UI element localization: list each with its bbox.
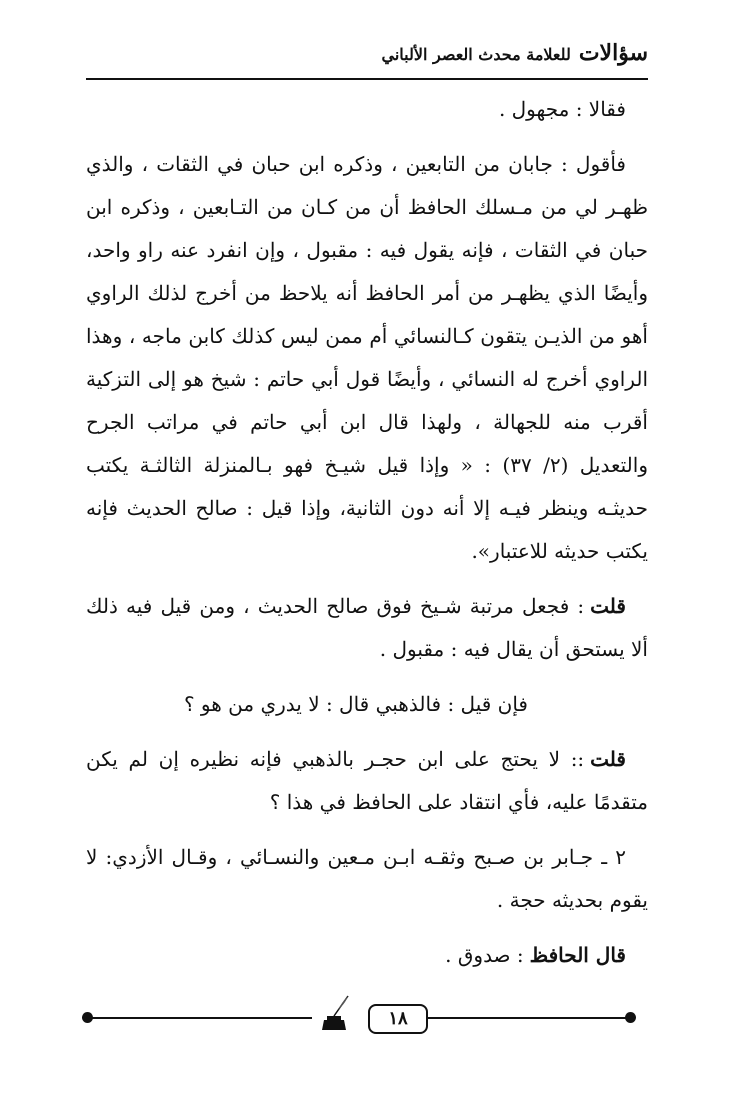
series-title: سؤالات [578, 40, 648, 66]
paragraph-question: فإن قيل : فالذهبي قال : لا يدري من هو ؟ [183, 692, 528, 716]
qult-label: قلت [590, 594, 626, 618]
page-number: ١٨ [368, 1004, 428, 1034]
qult-label: قلت [590, 747, 626, 771]
hafiz-label: قال الحافظ [529, 943, 626, 967]
paragraph-discussion: فأقول : جابان من التابعين ، وذكره ابن حبان في الثقات ، والذي ظهـر لي من مـسلك الحافظ أن من كـان من التـابعين ، وذكره ابن حبان في الثقات ، فإنه يقول فيه : مقبول ، وإن انفرد عنه راو واحد، وأيضًا الذي يظهـر من أمر الحافظ أنه يلاحظ من أخرج لذلك الراوي أهو من الذيـن يتقون كـالنسائي أم ممن ليس كذلك كابن ماجه ، وهذا الراوي أخرج له النسائي ، وأيضًا قول أبي حاتم : شيخ هو إلى التزكية أقرب منه للجهالة ، ولهذا قال ابن أبي حاتم في مراتب الجرح والتعديل (٢/ ٣٧) : « وإذا قيل شيـخ فهو بـالمنزلة الثالثـة يكتب حديثـه وينظر فيـه إلا أنه دون الثانية، وإذا قيل : صالح الحديث فإنه يكتب حديثه للاعتبار». [86, 152, 648, 563]
footer-rule-left [90, 1017, 312, 1019]
paragraph-qult-2: قلت:: لا يحتج على ابن حجـر بالذهبي فإنه نظيره إن لم يكن متقدمًا عليه، فأي انتقاد على الحافظ في هذا ؟ [86, 747, 648, 814]
inkwell-quill-icon [314, 994, 354, 1034]
header-title-group [381, 40, 648, 66]
paragraph-narrator-2: ٢ ـ جـابر بن صـبح وثقـه ابـن مـعين والنسـائي ، وقـال الأزدي: لا يقوم بحديثه حجة . [86, 845, 648, 912]
footer-dot-right [625, 1012, 636, 1023]
book-title: للعلامة محدث العصر الألباني [381, 45, 571, 64]
paragraph-verdict: فقالا : مجهول . [498, 97, 626, 121]
paragraph-qult-1: قلت: فجعل مرتبة شـيخ فوق صالح الحديث ، ومن قيل فيه ذلك ألا يستحق أن يقال فيه : مقبول . [86, 594, 648, 661]
page-body [86, 88, 648, 989]
footer-rule-right [426, 1017, 626, 1019]
page-footer [82, 1000, 636, 1036]
paragraph-hafiz-verdict: قال الحافظ: صدوق . [445, 943, 626, 967]
running-header [86, 32, 648, 80]
